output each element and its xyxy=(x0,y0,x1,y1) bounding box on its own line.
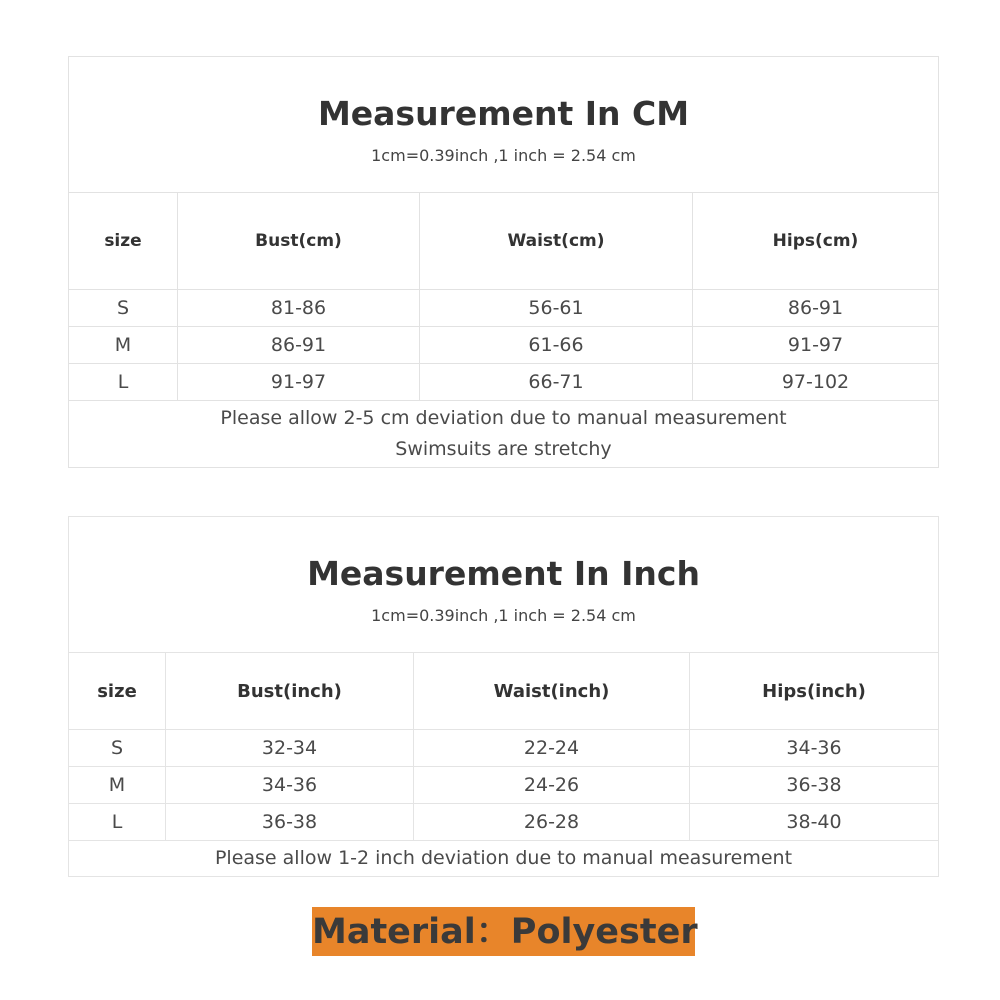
size-cell: S xyxy=(69,290,178,327)
header-row xyxy=(69,653,939,730)
size-cell: M xyxy=(69,327,178,364)
bust-cell: 32-34 xyxy=(166,730,414,767)
hips-cell: 38-40 xyxy=(690,804,939,841)
header-row xyxy=(69,193,939,290)
title-cell xyxy=(69,57,939,193)
waist-cell: 66-71 xyxy=(420,364,693,401)
table-row xyxy=(69,804,939,841)
size-chart-cm xyxy=(68,56,939,468)
waist-cell: 56-61 xyxy=(420,290,693,327)
hips-cell: 91-97 xyxy=(693,327,939,364)
waist-cell: 61-66 xyxy=(420,327,693,364)
bust-cell: 81-86 xyxy=(178,290,420,327)
bust-cell: 36-38 xyxy=(166,804,414,841)
chart-title: Measurement In Inch xyxy=(307,554,700,593)
column-header-waist: Waist(cm) xyxy=(420,193,693,290)
column-header-bust: Bust(inch) xyxy=(166,653,414,730)
column-header-hips: Hips(cm) xyxy=(693,193,939,290)
deviation-note: Please allow 1-2 inch deviation due to manual measurement xyxy=(214,847,793,869)
waist-cell: 24-26 xyxy=(414,767,690,804)
conversion-note: 1cm=0.39inch ,1 inch = 2.54 cm xyxy=(371,606,636,625)
deviation-note: Please allow 2-5 cm deviation due to manual measurement xyxy=(220,407,787,429)
bust-cell: 34-36 xyxy=(166,767,414,804)
material-banner xyxy=(312,907,698,956)
table-row xyxy=(69,767,939,804)
note-cell xyxy=(69,401,939,468)
column-header-size: size xyxy=(69,193,178,290)
column-header-bust: Bust(cm) xyxy=(178,193,420,290)
chart-title: Measurement In CM xyxy=(317,94,690,133)
hips-cell: 34-36 xyxy=(690,730,939,767)
hips-cell: 86-91 xyxy=(693,290,939,327)
material-label: Material：Polyester xyxy=(312,912,698,952)
table-row xyxy=(69,364,939,401)
hips-cell: 36-38 xyxy=(690,767,939,804)
table-row xyxy=(69,730,939,767)
title-cell xyxy=(69,517,939,653)
column-header-waist: Waist(inch) xyxy=(414,653,690,730)
size-cell: M xyxy=(69,767,166,804)
hips-cell: 97-102 xyxy=(693,364,939,401)
table-row xyxy=(69,327,939,364)
stretch-note: Swimsuits are stretchy xyxy=(395,438,612,460)
bust-cell: 91-97 xyxy=(178,364,420,401)
column-header-size: size xyxy=(69,653,166,730)
column-header-hips: Hips(inch) xyxy=(690,653,939,730)
size-cell: S xyxy=(69,730,166,767)
waist-cell: 26-28 xyxy=(414,804,690,841)
table-row xyxy=(69,290,939,327)
conversion-note: 1cm=0.39inch ,1 inch = 2.54 cm xyxy=(371,146,636,165)
bust-cell: 86-91 xyxy=(178,327,420,364)
size-cell: L xyxy=(69,364,178,401)
size-cell: L xyxy=(69,804,166,841)
note-cell xyxy=(69,841,939,877)
waist-cell: 22-24 xyxy=(414,730,690,767)
size-chart-inch xyxy=(68,516,939,877)
